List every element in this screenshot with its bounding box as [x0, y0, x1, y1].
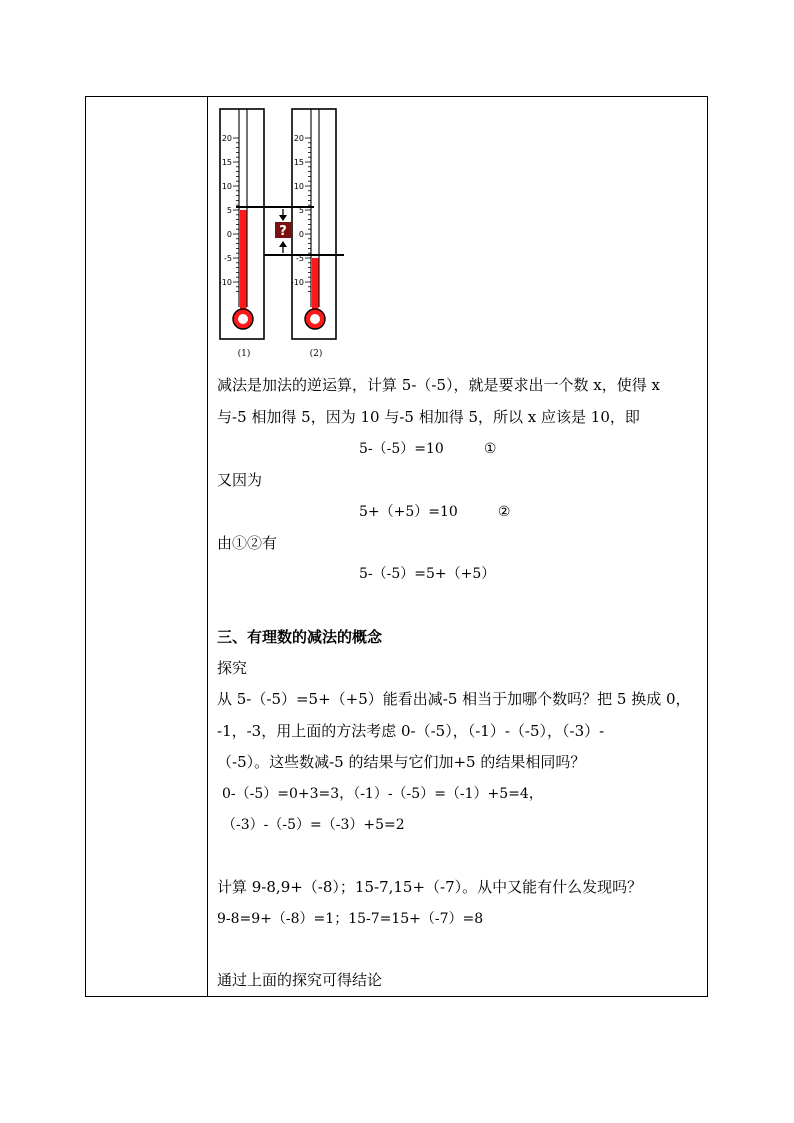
- equation-1-text: 5-（-5）=10: [359, 441, 444, 457]
- calc-question: 计算 9-8,9+（-8）；15-7,15+（-7）。从中又能有什么发现吗？: [217, 878, 643, 896]
- tick-label: 10: [221, 182, 232, 191]
- tick-label: -10: [218, 278, 232, 287]
- tick-label: 15: [293, 158, 304, 167]
- equation-3: 5-（-5）=5+（+5）: [359, 566, 496, 582]
- question-line2: -1，-3，用上面的方法考虑 0-（-5），（-1）-（-5），（-3）-: [217, 722, 605, 740]
- left-column-empty: [86, 97, 208, 996]
- explore-heading: 探究: [217, 659, 248, 677]
- tick-label: 5: [298, 206, 304, 215]
- equation-2-text: 5+（+5）=10: [359, 504, 458, 520]
- para1-line2: 与-5 相加得 5，因为 10 与-5 相加得 5，所以 x 应该是 10，即: [217, 408, 640, 426]
- tick-label: 10: [293, 182, 304, 191]
- answer-line2: （-3）-（-5）=（-3）+5=2: [222, 817, 405, 833]
- thermometer-2-label: (2): [309, 349, 323, 359]
- section-title: 三、有理数的减法的概念: [217, 628, 383, 646]
- mercury-column-2: [312, 258, 319, 313]
- question-line3: （-5）。这些数减-5 的结果与它们加+5 的结果相同吗？: [217, 753, 586, 771]
- tick-label: -10: [290, 278, 304, 287]
- tick-label: 5: [226, 206, 232, 215]
- para1-line1: 减法是加法的逆运算，计算 5-（-5），就是要求出一个数 x，使得 x: [217, 376, 660, 394]
- equation-1: [359, 439, 496, 459]
- calc-answer: 9-8=9+（-8）=1；15-7=15+（-7）=8: [217, 911, 484, 927]
- equation-2: [359, 502, 510, 522]
- from-text: 由①②有: [217, 534, 278, 552]
- again-text: 又因为: [217, 471, 263, 489]
- conclusion-text: 通过上面的探究可得结论: [217, 971, 383, 989]
- thermometer-1: [219, 109, 264, 339]
- equation-1-mark: ①: [483, 441, 497, 457]
- thermometer-2: [291, 109, 336, 339]
- question-line1: 从 5-（-5）=5+（+5）能看出减-5 相当于加哪个数吗？把 5 换成 0，: [217, 690, 691, 708]
- lesson-table: [85, 96, 708, 997]
- tick-label: 0: [226, 230, 232, 239]
- thermometer-figure: [218, 107, 354, 361]
- question-mark: ?: [279, 224, 287, 239]
- thermometer-1-label: (1): [237, 349, 251, 359]
- answer-line1: 0-（-5）=0+3=3，（-1）-（-5）=（-1）+5=4，: [222, 786, 543, 802]
- content-column: [208, 97, 707, 996]
- tick-label: 20: [293, 134, 304, 143]
- tick-label: 0: [298, 230, 304, 239]
- mercury-column-1: [240, 210, 247, 313]
- equation-2-mark: ②: [497, 504, 511, 520]
- tick-label: -5: [224, 254, 232, 263]
- tick-label: 15: [221, 158, 232, 167]
- tick-label: 20: [221, 134, 232, 143]
- tick-label: -5: [296, 254, 304, 263]
